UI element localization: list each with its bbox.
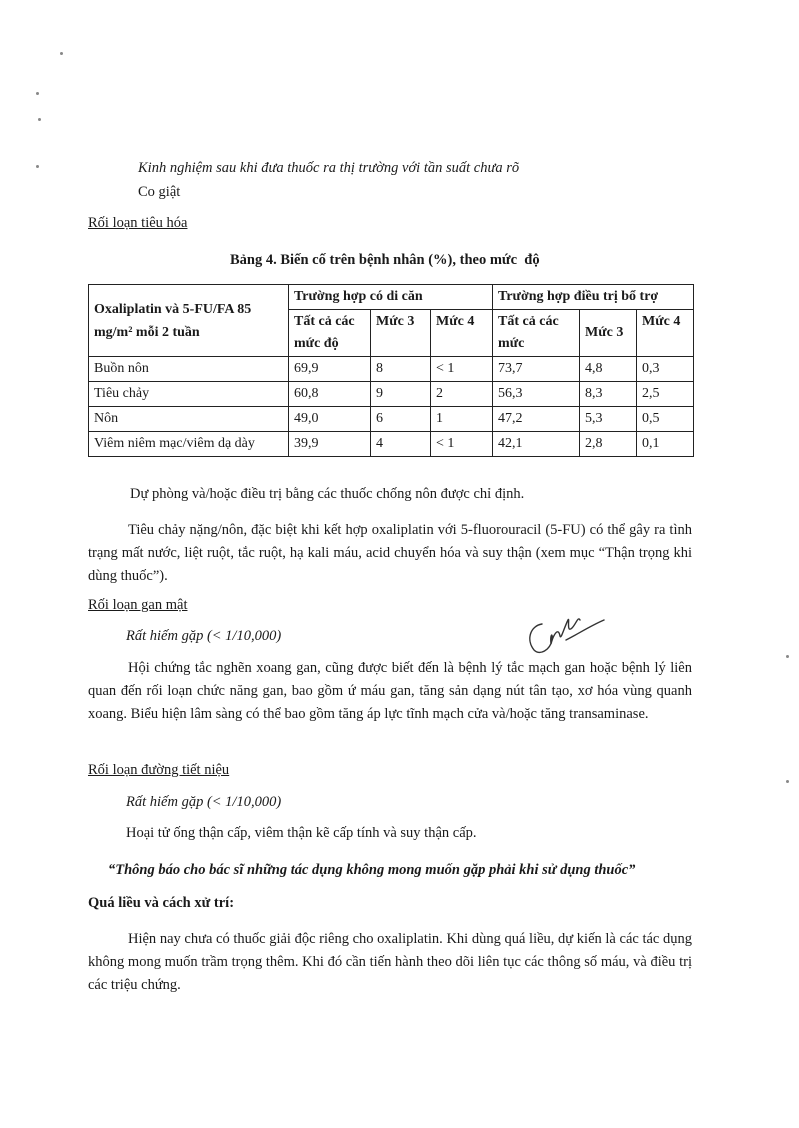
diarrhea-paragraph: Tiêu chảy nặng/nôn, đặc biệt khi kết hợp oxaliplatin với 5-fluorouracil (5-FU) có thể gây ra tình trạng mất nước, liệt ruột, tắc ruột, hạ kali máu, acid chuyển hóa và suy thận (xem mục “Thận trọng khi dùng thuốc”). <box>88 522 692 584</box>
liver-frequency: Rất hiếm gặp (< 1/10,000) <box>126 628 282 644</box>
seizure-line: Co giật <box>138 184 181 200</box>
postmarketing-line: Kinh nghiệm sau khi đưa thuốc ra thị trường với tần suất chưa rõ <box>138 160 520 176</box>
row-label: Buồn nôn <box>89 357 289 382</box>
scan-speck <box>60 52 63 55</box>
table-row <box>89 382 694 407</box>
antiemetic-paragraph: Dự phòng và/hoặc điều trị bằng các thuốc chống nôn được chỉ định. <box>130 486 525 502</box>
cell: 60,8 <box>289 382 371 407</box>
overdose-paragraph: Hiện nay chưa có thuốc giải độc riêng cho oxaliplatin. Khi dùng quá liều, dự kiến là các tác dụng không mong muốn trầm trọng thêm. Khi đó cần tiến hành theo dõi liên tục các thông số máu, và điều trị các triệu chứng. <box>88 931 692 993</box>
cell: 8 <box>371 357 431 382</box>
table-caption: Bảng 4. Biến cố trên bệnh nhân (%), theo mức độ <box>230 252 540 268</box>
cell: 0,3 <box>637 357 694 382</box>
cell: 42,1 <box>493 432 580 457</box>
liver-paragraph: Hội chứng tắc nghẽn xoang gan, cũng được biết đến là bệnh lý tắc mạch gan hoặc bệnh lý liên quan đến rối loạn chức năng gan, bao gồm ứ máu gan, tăng sản dạng nút tân tạo, xơ hóa vùng quanh xoang. Biểu hiện lâm sàng có thể bao gồm tăng áp lực tĩnh mạch cửa và/hoặc tăng transaminase. <box>88 660 692 722</box>
cell: 39,9 <box>289 432 371 457</box>
gi-heading: Rối loạn tiêu hóa <box>88 215 188 231</box>
scan-speck <box>786 655 789 658</box>
cell: 56,3 <box>493 382 580 407</box>
cell: 1 <box>431 407 493 432</box>
cell: 2,8 <box>580 432 637 457</box>
liver-heading: Rối loạn gan mật <box>88 597 188 613</box>
scan-speck <box>36 165 39 168</box>
adverse-events-table <box>88 284 694 457</box>
cell: 0,1 <box>637 432 694 457</box>
cell: 4 <box>371 432 431 457</box>
scan-speck <box>38 118 41 121</box>
urinary-frequency: Rất hiếm gặp (< 1/10,000) <box>126 794 282 810</box>
scan-speck <box>786 780 789 783</box>
cell: 5,3 <box>580 407 637 432</box>
cell: 4,8 <box>580 357 637 382</box>
cell: 9 <box>371 382 431 407</box>
header-all-grades-metastatic: Tất cả các mức độ <box>289 310 371 357</box>
scan-speck <box>36 92 39 95</box>
cell: 2 <box>431 382 493 407</box>
table-row <box>89 357 694 382</box>
signature-mark <box>520 606 610 658</box>
row-label: Viêm niêm mạc/viêm dạ dày <box>89 432 289 457</box>
cell: 0,5 <box>637 407 694 432</box>
header-grade4-adjuvant: Mức 4 <box>637 310 694 357</box>
cell: 47,2 <box>493 407 580 432</box>
cell: < 1 <box>431 357 493 382</box>
row-label: Nôn <box>89 407 289 432</box>
cell: 6 <box>371 407 431 432</box>
cell: 8,3 <box>580 382 637 407</box>
header-grade4-metastatic: Mức 4 <box>431 310 493 357</box>
urinary-heading: Rối loạn đường tiết niệu <box>88 762 230 778</box>
overdose-heading: Quá liều và cách xử trí: <box>88 895 235 911</box>
header-all-grades-adjuvant: Tất cả các mức <box>493 310 580 357</box>
report-notice: “Thông báo cho bác sĩ những tác dụng không mong muốn gặp phải khi sử dụng thuốc” <box>108 862 636 878</box>
cell: 73,7 <box>493 357 580 382</box>
cell: < 1 <box>431 432 493 457</box>
cell: 69,9 <box>289 357 371 382</box>
header-grade3-adjuvant: Mức 3 <box>580 310 637 357</box>
renal-paragraph: Hoại tử ống thận cấp, viêm thận kẽ cấp tính và suy thận cấp. <box>126 825 477 841</box>
cell: 49,0 <box>289 407 371 432</box>
metastatic-group-header: Trường hợp có di căn <box>289 285 493 310</box>
table-row <box>89 432 694 457</box>
row-label: Tiêu chảy <box>89 382 289 407</box>
adjuvant-group-header: Trường hợp điều trị bổ trợ <box>493 285 694 310</box>
table-corner-header: Oxaliplatin và 5-FU/FA 85 mg/m² mỗi 2 tuần <box>89 285 289 357</box>
header-grade3-metastatic: Mức 3 <box>371 310 431 357</box>
cell: 2,5 <box>637 382 694 407</box>
table-row <box>89 407 694 432</box>
